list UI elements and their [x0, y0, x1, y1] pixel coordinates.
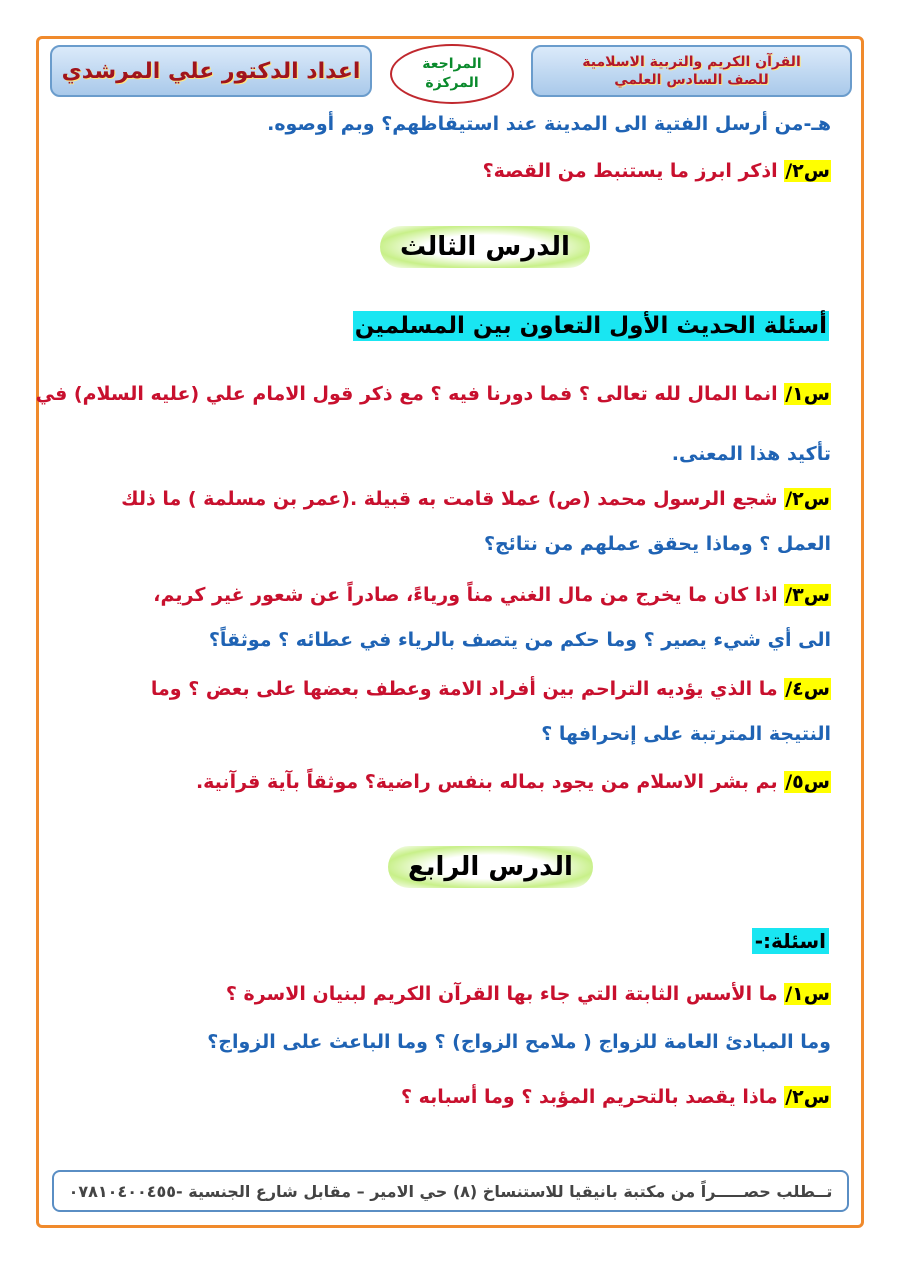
questions-heading: اسئلة:-	[752, 928, 829, 954]
footer-notice: تــطلب حصـــــراً من مكتبة بانيقيا للاستنساخ (٨) حي الامير – مقابل شارع الجنسية -٠٧٨١٠٤٠٠٤٥٥	[52, 1170, 849, 1212]
subject-title: القرآن الكريم والتربية الاسلامية	[582, 54, 801, 70]
question-label: س١/	[785, 383, 830, 405]
author-name: اعداد الدكتور علي المرشدي	[61, 58, 361, 84]
question-label: س٢/	[785, 488, 830, 510]
q5-line	[196, 771, 831, 793]
q2-line-a	[121, 488, 831, 510]
q3-line-b: الى أي شيء يصير ؟ وما حكم من يتصف بالرياء في عطائه ؟ موثقاً؟	[208, 629, 831, 651]
question-2-line	[483, 160, 831, 182]
question-label: س٤/	[785, 678, 830, 700]
r2-line	[401, 1086, 831, 1108]
q2-line-b: العمل ؟ وماذا يحقق عملهم من نتائج؟	[483, 533, 831, 555]
question-label: س٢/	[785, 160, 830, 182]
hadith-heading: أسئلة الحديث الأول التعاون بين المسلمين	[354, 313, 827, 339]
question-text: اذا كان ما يخرج من مال الغني مناً ورياءً، صادراً عن شعور غير كريم،	[153, 584, 785, 606]
grade-title: للصف السادس العلمي	[614, 72, 769, 88]
q4-line-b: النتيجة المترتبة على إنحرافها ؟	[541, 723, 831, 745]
author-banner	[50, 45, 372, 97]
lesson-4-title: الدرس الرابع	[388, 846, 593, 888]
question-label: س٣/	[785, 584, 830, 606]
question-text: اذكر ابرز ما يستنبط من القصة؟	[482, 160, 785, 182]
question-text: انما المال لله تعالى ؟ فما دورنا فيه ؟ مع ذكر قول الامام علي (عليه السلام) في	[35, 383, 785, 405]
question-label: س١/	[785, 983, 830, 1005]
subject-banner	[531, 45, 852, 97]
r1-line-b: وما المبادئ العامة للزواج ( ملامح الزواج) ؟ وما الباعث على الزواج؟	[207, 1031, 831, 1053]
lesson-3-title: الدرس الثالث	[380, 226, 590, 268]
review-badge-line2: المركزة	[425, 75, 479, 91]
question-text: ماذا يقصد بالتحريم المؤبد ؟ وما أسبابه ؟	[401, 1086, 785, 1108]
text-line-1: هـ-من أرسل الفتية الى المدينة عند استيقاظهم؟ وبم أوصوه.	[267, 113, 831, 135]
review-badge	[390, 44, 514, 104]
question-label: س٢/	[785, 1086, 830, 1108]
question-text: شجع الرسول محمد (ص) عملا قامت به قبيلة .(عمر بن مسلمة ) ما ذلك	[121, 488, 785, 510]
question-text: ما الذي يؤديه التراحم بين أفراد الامة وعطف بعضها على بعض ؟ وما	[150, 678, 785, 700]
question-text: ما الأسس الثابتة التي جاء بها القرآن الكريم لبنيان الاسرة ؟	[225, 983, 785, 1005]
q1-line-a	[36, 383, 831, 405]
review-badge-line1: المراجعة	[422, 56, 482, 72]
question-text: بم بشر الاسلام من يجود بماله بنفس راضية؟ موثقاً بآية قرآنية.	[195, 771, 785, 793]
q1-line-b: تأكيد هذا المعنى.	[671, 443, 831, 465]
r1-line-a	[226, 983, 831, 1005]
question-label: س٥/	[785, 771, 830, 793]
q3-line-a	[153, 584, 831, 606]
q4-line-a	[151, 678, 831, 700]
